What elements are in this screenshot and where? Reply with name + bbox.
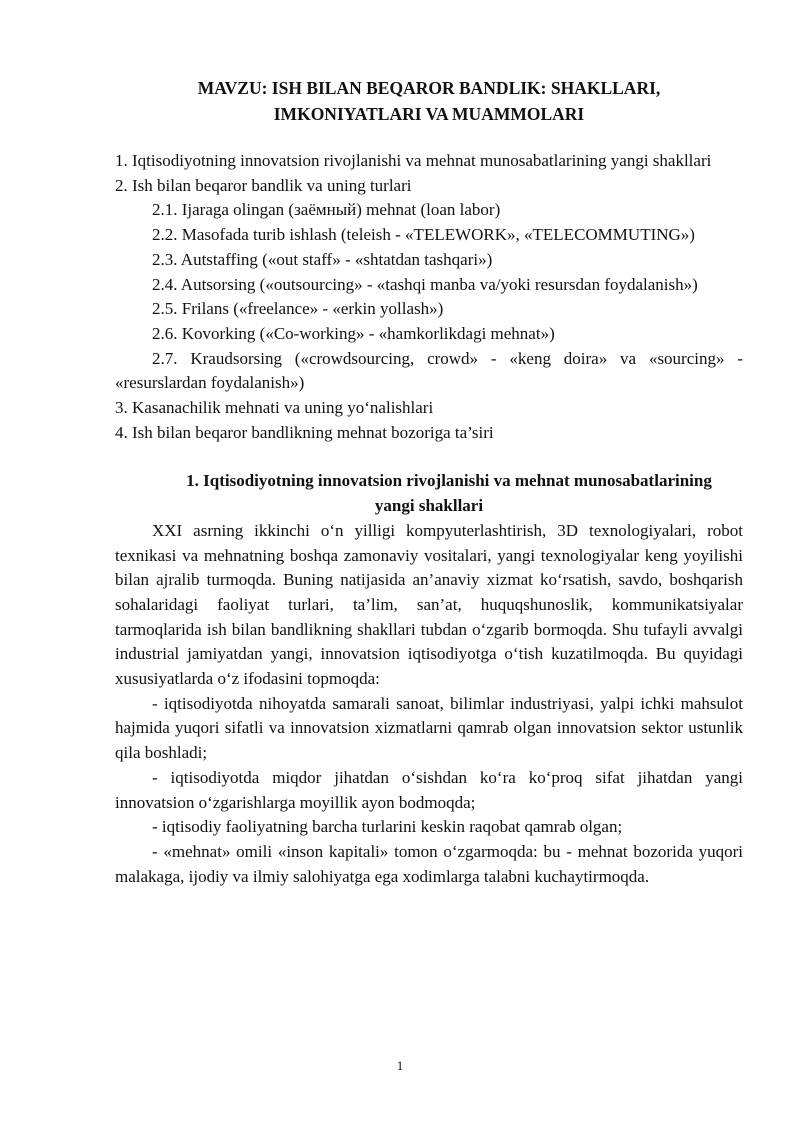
section-heading-line: 1. Iqtisodiyotning innovatsion rivojlanishi va mehnat munosabatlarining xyxy=(186,471,712,491)
section-heading xyxy=(115,469,743,518)
toc-item: 3. Kasanachilik mehnati va uning yo‘nalishlari xyxy=(115,398,434,418)
toc-subitem: 2.6. Kovorking («Co-working» - «hamkorlikdagi mehnat») xyxy=(152,323,555,343)
document-title: MAVZU: ISH BILAN BEQAROR BANDLIK: SHAKLLARI, IMKONIYATLARI VA MUAMMOLARI xyxy=(197,78,661,124)
toc-subitem: 2.5. Frilans («freelance» - «erkin yollash») xyxy=(152,299,444,319)
toc-subitem: 2.4. Autsorsing («outsourcing» - «tashqi manba va/yoki resursdan foydalanish») xyxy=(152,274,698,294)
list-paragraph: - iqtisodiyotda nihoyatda samarali sanoat, bilimlar industriyasi, yalpi ichki mahsulot hajmida yuqori sifatli va innovatsion xizmatlarni qamrab olgan innovatsion sektor ustunlik qila boshladi; xyxy=(115,693,743,763)
page-content xyxy=(115,75,743,889)
section-heading-line: yangi shakllari xyxy=(374,496,484,516)
toc-subitem: 2.3. Autstaffing («out staff» - «shtatdan tashqari») xyxy=(152,249,493,269)
toc-item: 2. Ish bilan beqaror bandlik va uning turlari xyxy=(115,175,412,195)
section-body xyxy=(115,519,743,890)
toc-subitem: 2.7. Kraudsorsing («crowdsourcing, crowd» - «keng doira» va «sourcing» - «resurslardan foydalanish») xyxy=(115,348,743,393)
list-paragraph: - «mehnat» omili «inson kapitali» tomon o‘zgarmoqda: bu - mehnat bozorida yuqori malakaga, ijodiy va ilmiy salohiyatga ega xodimlarga talabni kuchaytirmoqda. xyxy=(115,841,743,886)
toc-item: 4. Ish bilan beqaror bandlikning mehnat bozoriga ta’siri xyxy=(115,422,494,442)
page-number: 1 xyxy=(396,1058,404,1073)
toc-subitem: 2.1. Ijaraga olingan (заёмный) mehnat (loan labor) xyxy=(152,200,501,220)
list-paragraph: - iqtisodiyotda miqdor jihatdan o‘sishdan ko‘ra ko‘proq sifat jihatdan yangi innovatsion o‘zgarishlarga moyillik ayon bodmoqda; xyxy=(115,767,743,812)
body-paragraph: XXI asrning ikkinchi o‘n yilligi kompyuterlashtirish, 3D texnologiyalari, robot texnikasi va mehnatning boshqa zamonaviy vositalari, yangi texnologiyalar keng yoyilishi bilan ajralib turmoqda. Buning natijasida an’anaviy xizmat ko‘rsatish, savdo, boshqarish sohalaridagi faoliyat turlari, ta’lim, san’at, huquqshunoslik, kommunikatsiyalar tarmoqlarida ish bilan bandlikning shakllari tubdan o‘zgarib bormoqda. Shu tufayli avvalgi industrial jamiyatdan yangi, innovatsion iqtisodiyotga o‘tish kuzatilmoqda. Bu quyidagi xususiyatlarda o‘z ifodasini topmoqda: xyxy=(115,520,743,689)
toc-subitem: 2.2. Masofada turib ishlash (teleish - «TELEWORK», «TELECOMMUTING») xyxy=(152,225,695,245)
toc-item: 1. Iqtisodiyotning innovatsion rivojlanishi va mehnat munosabatlarining yangi shakllari xyxy=(115,151,712,170)
list-paragraph: - iqtisodiy faoliyatning barcha turlarini keskin raqobat qamrab olgan; xyxy=(152,817,623,837)
table-of-contents xyxy=(115,149,743,445)
